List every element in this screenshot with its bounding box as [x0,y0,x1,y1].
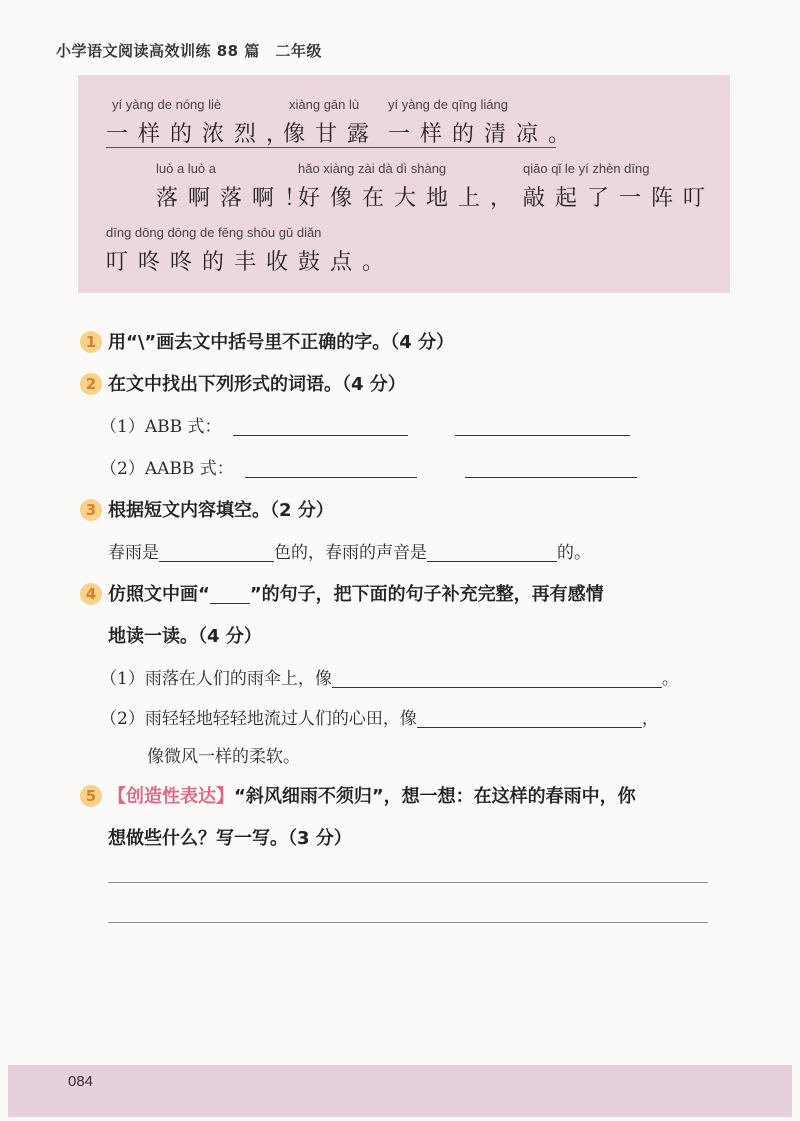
hanzi: 敲起了一阵叮 [523,186,716,211]
question-text: ”的句子，把下面的句子补充完整，再有感情 [249,584,604,605]
hanzi: 叮咚咚的丰收鼓点。 [106,250,395,275]
writing-line[interactable] [108,882,708,883]
question-4-cont: 地读一读。（4 分） [108,626,262,647]
answer-blank[interactable] [245,459,417,478]
passage-box [78,75,730,293]
punct: 。 [661,669,679,689]
hanzi: 一样的清凉。 [388,122,581,147]
book-title: 小学语文阅读高效训练 88 篇 二年级 [56,42,322,60]
pinyin: xiàng gān lù [289,97,360,112]
pinyin: hǎo xiàng zài dà dì shàng [298,161,447,176]
pinyin: qiāo qǐ le yí zhèn dīng [523,161,650,176]
question-number-badge: 4 [80,583,102,605]
answer-row-cont: 像微风一样的柔软。 [147,747,300,767]
answer-blank[interactable] [332,669,662,688]
answer-blank[interactable] [455,417,630,436]
question-number-badge: 5 [80,785,102,807]
passage-underline [106,147,556,148]
pinyin: dīng dōng dōng de fēng shōu gǔ diǎn [106,225,322,240]
question-text: 在文中找出下列形式的词语。（4 分） [108,374,406,395]
question-4 [80,580,604,606]
fill-text: 春雨是 [108,543,159,563]
answer-label: （2）AABB 式： [100,459,234,479]
question-text: 用“\”画去文中括号里不正确的字。（4 分） [108,332,455,353]
question-number-badge: 3 [80,499,102,521]
hanzi: 好像在大地上， [298,186,523,211]
answer-row-abb [100,412,630,437]
question-5 [80,782,636,808]
pinyin: yí yàng de qīng liáng [388,97,508,112]
fill-text: 的。 [557,543,591,563]
answer-label: （1）雨落在人们的雨伞上，像 [100,669,332,689]
answer-row-aabb [100,454,637,479]
answer-label: （1）ABB 式： [100,417,222,437]
pinyin: luò a luò a [156,161,216,176]
hanzi: 像甘露 [283,122,380,147]
answer-blank[interactable] [233,417,408,436]
question-2 [80,370,406,396]
category-tag: 【创造性表达】 [108,786,234,807]
pinyin: yí yàng de nóng liè [112,97,222,112]
fill-blank-row [108,538,591,563]
answer-blank[interactable] [159,543,274,562]
hanzi: 一样的浓烈， [106,122,299,147]
question-1 [80,328,454,354]
fill-text: 色的，春雨的声音是 [274,543,427,563]
question-3 [80,496,334,522]
hanzi: 落啊落啊！ [156,186,317,211]
question-text: 仿照文中画“ [108,584,210,605]
page-number: 084 [68,1073,94,1090]
answer-blank[interactable] [427,543,557,562]
answer-label: （2）雨轻轻地轻轻地流过人们的心田，像 [100,709,417,729]
question-5-cont: 想做些什么？写一写。（3 分） [108,828,352,849]
answer-row [100,664,679,689]
question-number-badge: 2 [80,373,102,395]
answer-blank[interactable] [417,709,642,728]
answer-row [100,704,659,729]
writing-line[interactable] [108,922,708,923]
question-text: “斜风细雨不须归”，想一想：在这样的春雨中，你 [234,786,636,807]
question-number-badge: 1 [80,331,102,353]
punct: ， [641,709,659,729]
answer-blank[interactable] [465,459,637,478]
underline-marker [210,589,250,604]
footer-band [8,1065,792,1117]
question-text: 根据短文内容填空。（2 分） [108,500,334,521]
